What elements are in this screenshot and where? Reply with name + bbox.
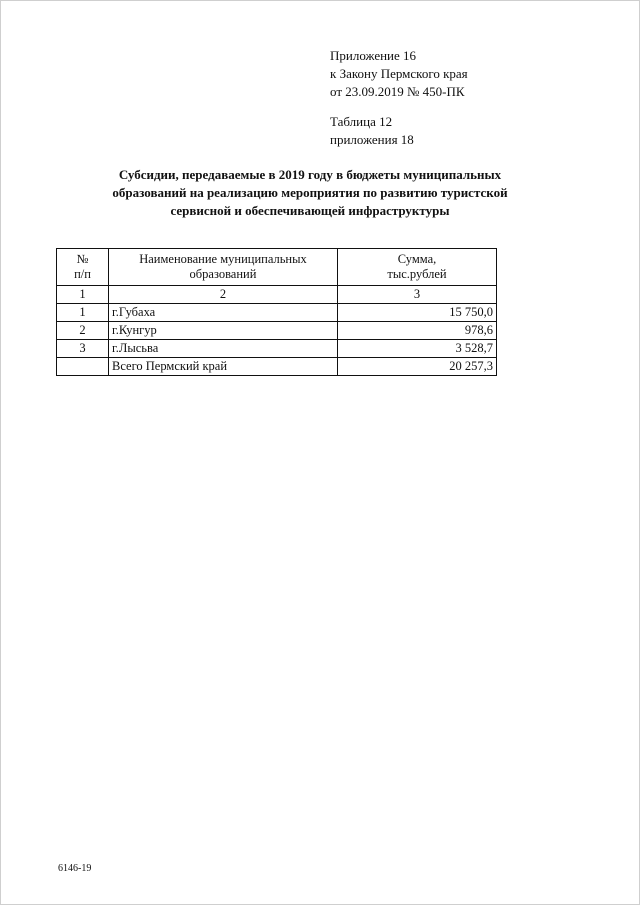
total-sum: 20 257,3 [338,358,497,376]
column-index-row [57,286,497,304]
table-ref-line-2: приложения 18 [330,132,414,147]
header-num-line-2: п/п [74,267,91,281]
row-num: 1 [57,304,109,322]
index-cell: 3 [338,286,497,304]
table-header-row [57,249,497,286]
header-name [109,249,338,286]
row-num: 2 [57,322,109,340]
subsidy-table [56,248,497,376]
table-row [57,304,497,322]
title-line-3: сервисной и обеспечивающей инфраструктуры [170,203,450,218]
title-line-2: образований на реализацию мероприятия по развитию туристской [112,185,508,200]
index-cell: 2 [109,286,338,304]
total-row [57,358,497,376]
table-row [57,322,497,340]
table-ref-line-1: Таблица 12 [330,114,393,129]
approval-line-2: к Закону Пермского края [330,66,468,81]
table-row [57,340,497,358]
row-name: г.Губаха [109,304,338,322]
header-name-line-2: образований [189,267,257,281]
row-num: 3 [57,340,109,358]
document-title [60,166,560,220]
header-sum-line-2: тыс.рублей [387,267,447,281]
approval-line-3: от 23.09.2019 № 450-ПК [330,84,465,99]
header-name-line-1: Наименование муниципальных [139,252,307,266]
header-num-line-1: № [76,252,89,266]
table-reference [330,113,414,149]
index-cell: 1 [57,286,109,304]
approval-line-1: Приложение 16 [330,48,417,63]
row-sum: 978,6 [338,322,497,340]
total-name: Всего Пермский край [109,358,338,376]
header-num [57,249,109,286]
row-name: г.Кунгур [109,322,338,340]
header-sum-line-1: Сумма, [397,252,437,266]
row-name: г.Лысьва [109,340,338,358]
approval-block [330,47,468,101]
row-sum: 3 528,7 [338,340,497,358]
footer-document-code: 6146-19 [58,863,92,874]
header-sum [338,249,497,286]
title-line-1: Субсидии, передаваемые в 2019 году в бюджеты муниципальных [118,167,502,182]
row-sum: 15 750,0 [338,304,497,322]
total-num [57,358,109,376]
